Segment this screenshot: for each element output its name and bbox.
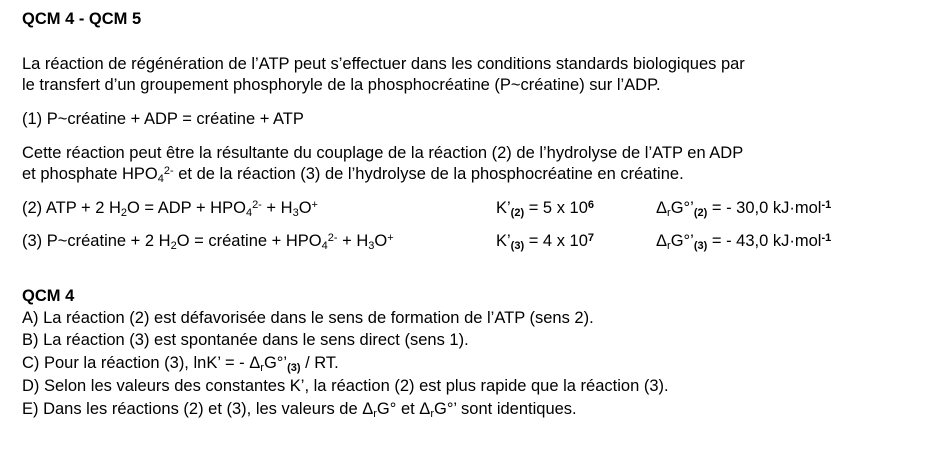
reaction-3-constant: K’(3) = 4 x $10^7$ [496,232,595,252]
coupling-line-1: Cette réaction peut être la résultante du couplage de la réaction (2) de l’hydrolyse de l’ATP en ADP [22,144,744,162]
reaction-1: (1) P~créatine + ADP = créatine + ATP [22,110,304,128]
reaction-3-equation: (3) P~créatine + 2 $H_2O$ = créatine + $HPO_4^{2-} + H_3O^+$ [22,232,394,252]
page-title: QCM 4 - QCM 5 [22,10,142,28]
qcm4-option-d: D) Selon les valeurs des constantes K’, la réaction (2) est plus rapide que la réaction (3). [22,377,669,395]
intro-line-1: La réaction de régénération de l’ATP peut s’effectuer dans les conditions standards biologiques par [22,55,745,73]
qcm4-option-c: C) Pour la réaction (3), lnK’ = - $\Delta_rG^\circ’(3)$ / RT. [22,354,339,374]
intro-line-2: le transfert d’un groupement phosphoryle de la phosphocréatine (P~créatine) sur l’ADP. [22,76,661,94]
coupling-line-2: et phosphate $HPO_4^{2-}$ et de la réaction (3) de l’hydrolyse de la phosphocréatine en créatine. [22,165,684,185]
qcm4-option-e: E) Dans les réactions (2) et (3), les valeurs de $\Delta_rG^\circ$ et $\Delta_rG^\circ$’ sont identiques. [22,400,577,420]
reaction-3-gibbs: $\Delta_rG^\circ’(3)$ = - 43,0 kJ·mol$^{-1}$ [656,232,832,252]
reaction-2-gibbs: $\Delta_rG^\circ’(2)$ = - 30,0 kJ·mol$^{-1}$ [656,199,832,219]
qcm4-option-a: A) La réaction (2) est défavorisée dans le sens de formation de l’ATP (sens 2). [22,309,594,327]
qcm4-heading: QCM 4 [22,287,75,305]
reaction-2-equation: (2) ATP + 2 $H_2O$ = ADP + $HPO_4^{2-} + H_3O^+$ [22,199,318,219]
qcm4-option-b: B) La réaction (3) est spontanée dans le sens direct (sens 1). [22,331,469,349]
reaction-2-constant: K’(2) = 5 x $10^6$ [496,199,595,219]
